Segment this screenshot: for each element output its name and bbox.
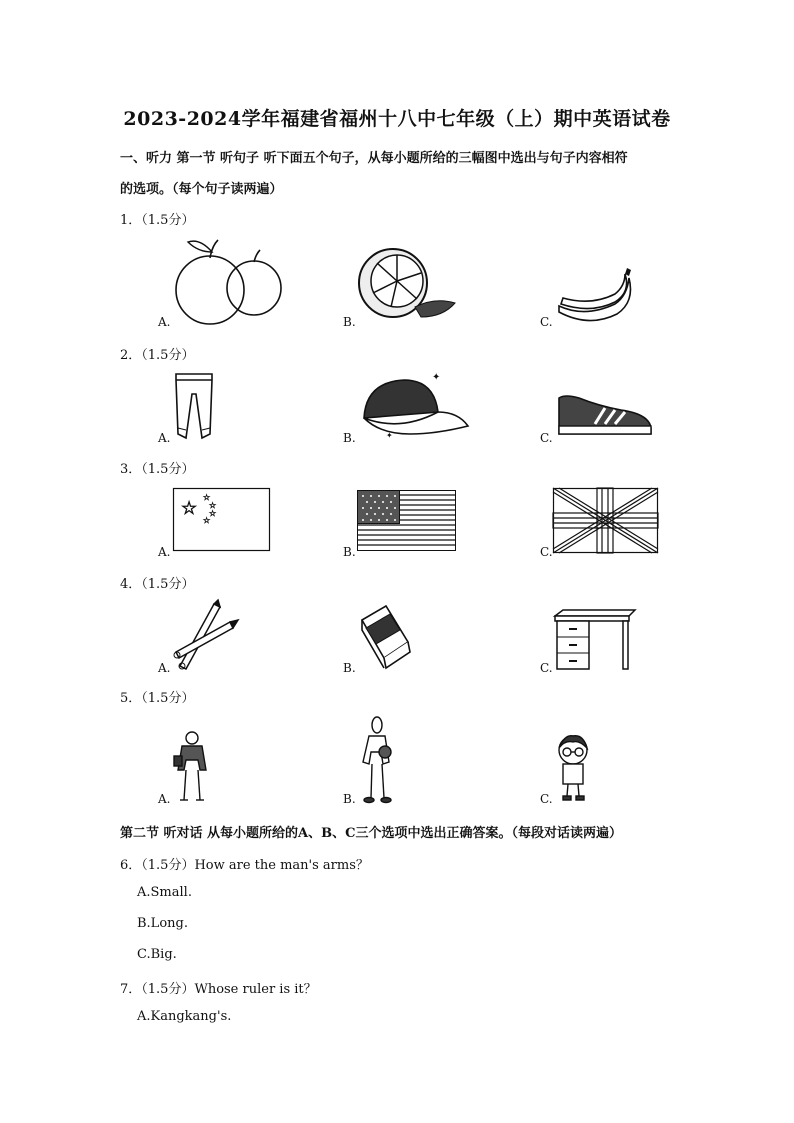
cap-icon [360,372,470,446]
svg-text:✦: ✦ [432,372,441,383]
section1-heading-line1: 一、听力 第一节 听句子 听下面五个句子，从每小题所给的三幅图中选出与句子内容相符 [120,151,628,166]
page-title: 2023-2024学年福建省福州十八中七年级（上）期中英语试卷 [123,108,671,130]
q7-item [120,978,317,997]
uk-flag-icon [553,488,659,558]
q3-option-c-label: C. [540,545,553,559]
tall-man-icon [355,716,401,808]
q7-question: Whose ruler is it？ [194,982,317,997]
q4-option-b-label: B. [343,661,356,675]
q6-label: 6．（1.5分） [120,858,195,873]
orange-icon [355,245,465,329]
q7-label: 7．（1.5分） [120,982,195,997]
svg-text:✦: ✦ [386,431,393,440]
q3-option-b-label: B. [343,545,356,559]
q3-option-a-label: A. [158,545,171,559]
q1-option-c-label: C. [540,315,553,329]
section1-heading-line2: 的选项。（每个句子读两遍） [120,182,283,197]
desk-icon [553,610,637,676]
q5-option-c-label: C. [540,792,553,806]
pants-icon [172,372,216,444]
boy-with-glasses-icon [555,734,591,806]
usa-flag-icon [357,490,457,556]
q2-option-b-label: B. [343,431,356,445]
svg-text:☆: ☆ [203,493,211,502]
sneaker-icon [555,392,655,444]
bananas-icon [555,268,640,330]
svg-text:☆: ☆ [209,509,217,518]
q5-label: 5．（1.5分） [120,691,195,706]
q6-item [120,854,369,873]
svg-text:☆: ☆ [181,498,198,519]
q6-option-a[interactable]: A.Small. [137,885,192,900]
q3-label: 3．（1.5分） [120,462,195,477]
q2-option-a-label: A. [158,431,171,445]
svg-text:☆: ☆ [203,516,211,525]
q4-option-c-label: C. [540,661,553,675]
eraser-icon [356,602,414,676]
q2-option-c-label: C. [540,431,553,445]
pencils-icon [172,600,242,676]
china-flag-icon [173,488,271,556]
q7-option-a[interactable]: A.Kangkang's. [137,1009,232,1024]
q1-option-b-label: B. [343,315,356,329]
man-icon [172,730,216,808]
q6-option-b[interactable]: B.Long. [137,916,188,931]
q6-option-c[interactable]: C.Big. [137,947,177,962]
section2-heading: 第二节 听对话 从每小题所给的A、B、C三个选项中选出正确答案。（每段对话读两遍） [120,826,622,841]
q5-option-a-label: A. [158,792,171,806]
q1-label: 1．（1.5分） [120,213,195,228]
q6-question: How are the man's arms？ [194,858,369,873]
q4-option-a-label: A. [158,661,171,675]
q2-label: 2．（1.5分） [120,348,195,363]
apples-icon [170,238,285,330]
q1-option-a-label: A. [158,315,171,329]
q4-label: 4．（1.5分） [120,577,195,592]
q5-option-b-label: B. [343,792,356,806]
svg-text:☆: ☆ [209,501,217,510]
